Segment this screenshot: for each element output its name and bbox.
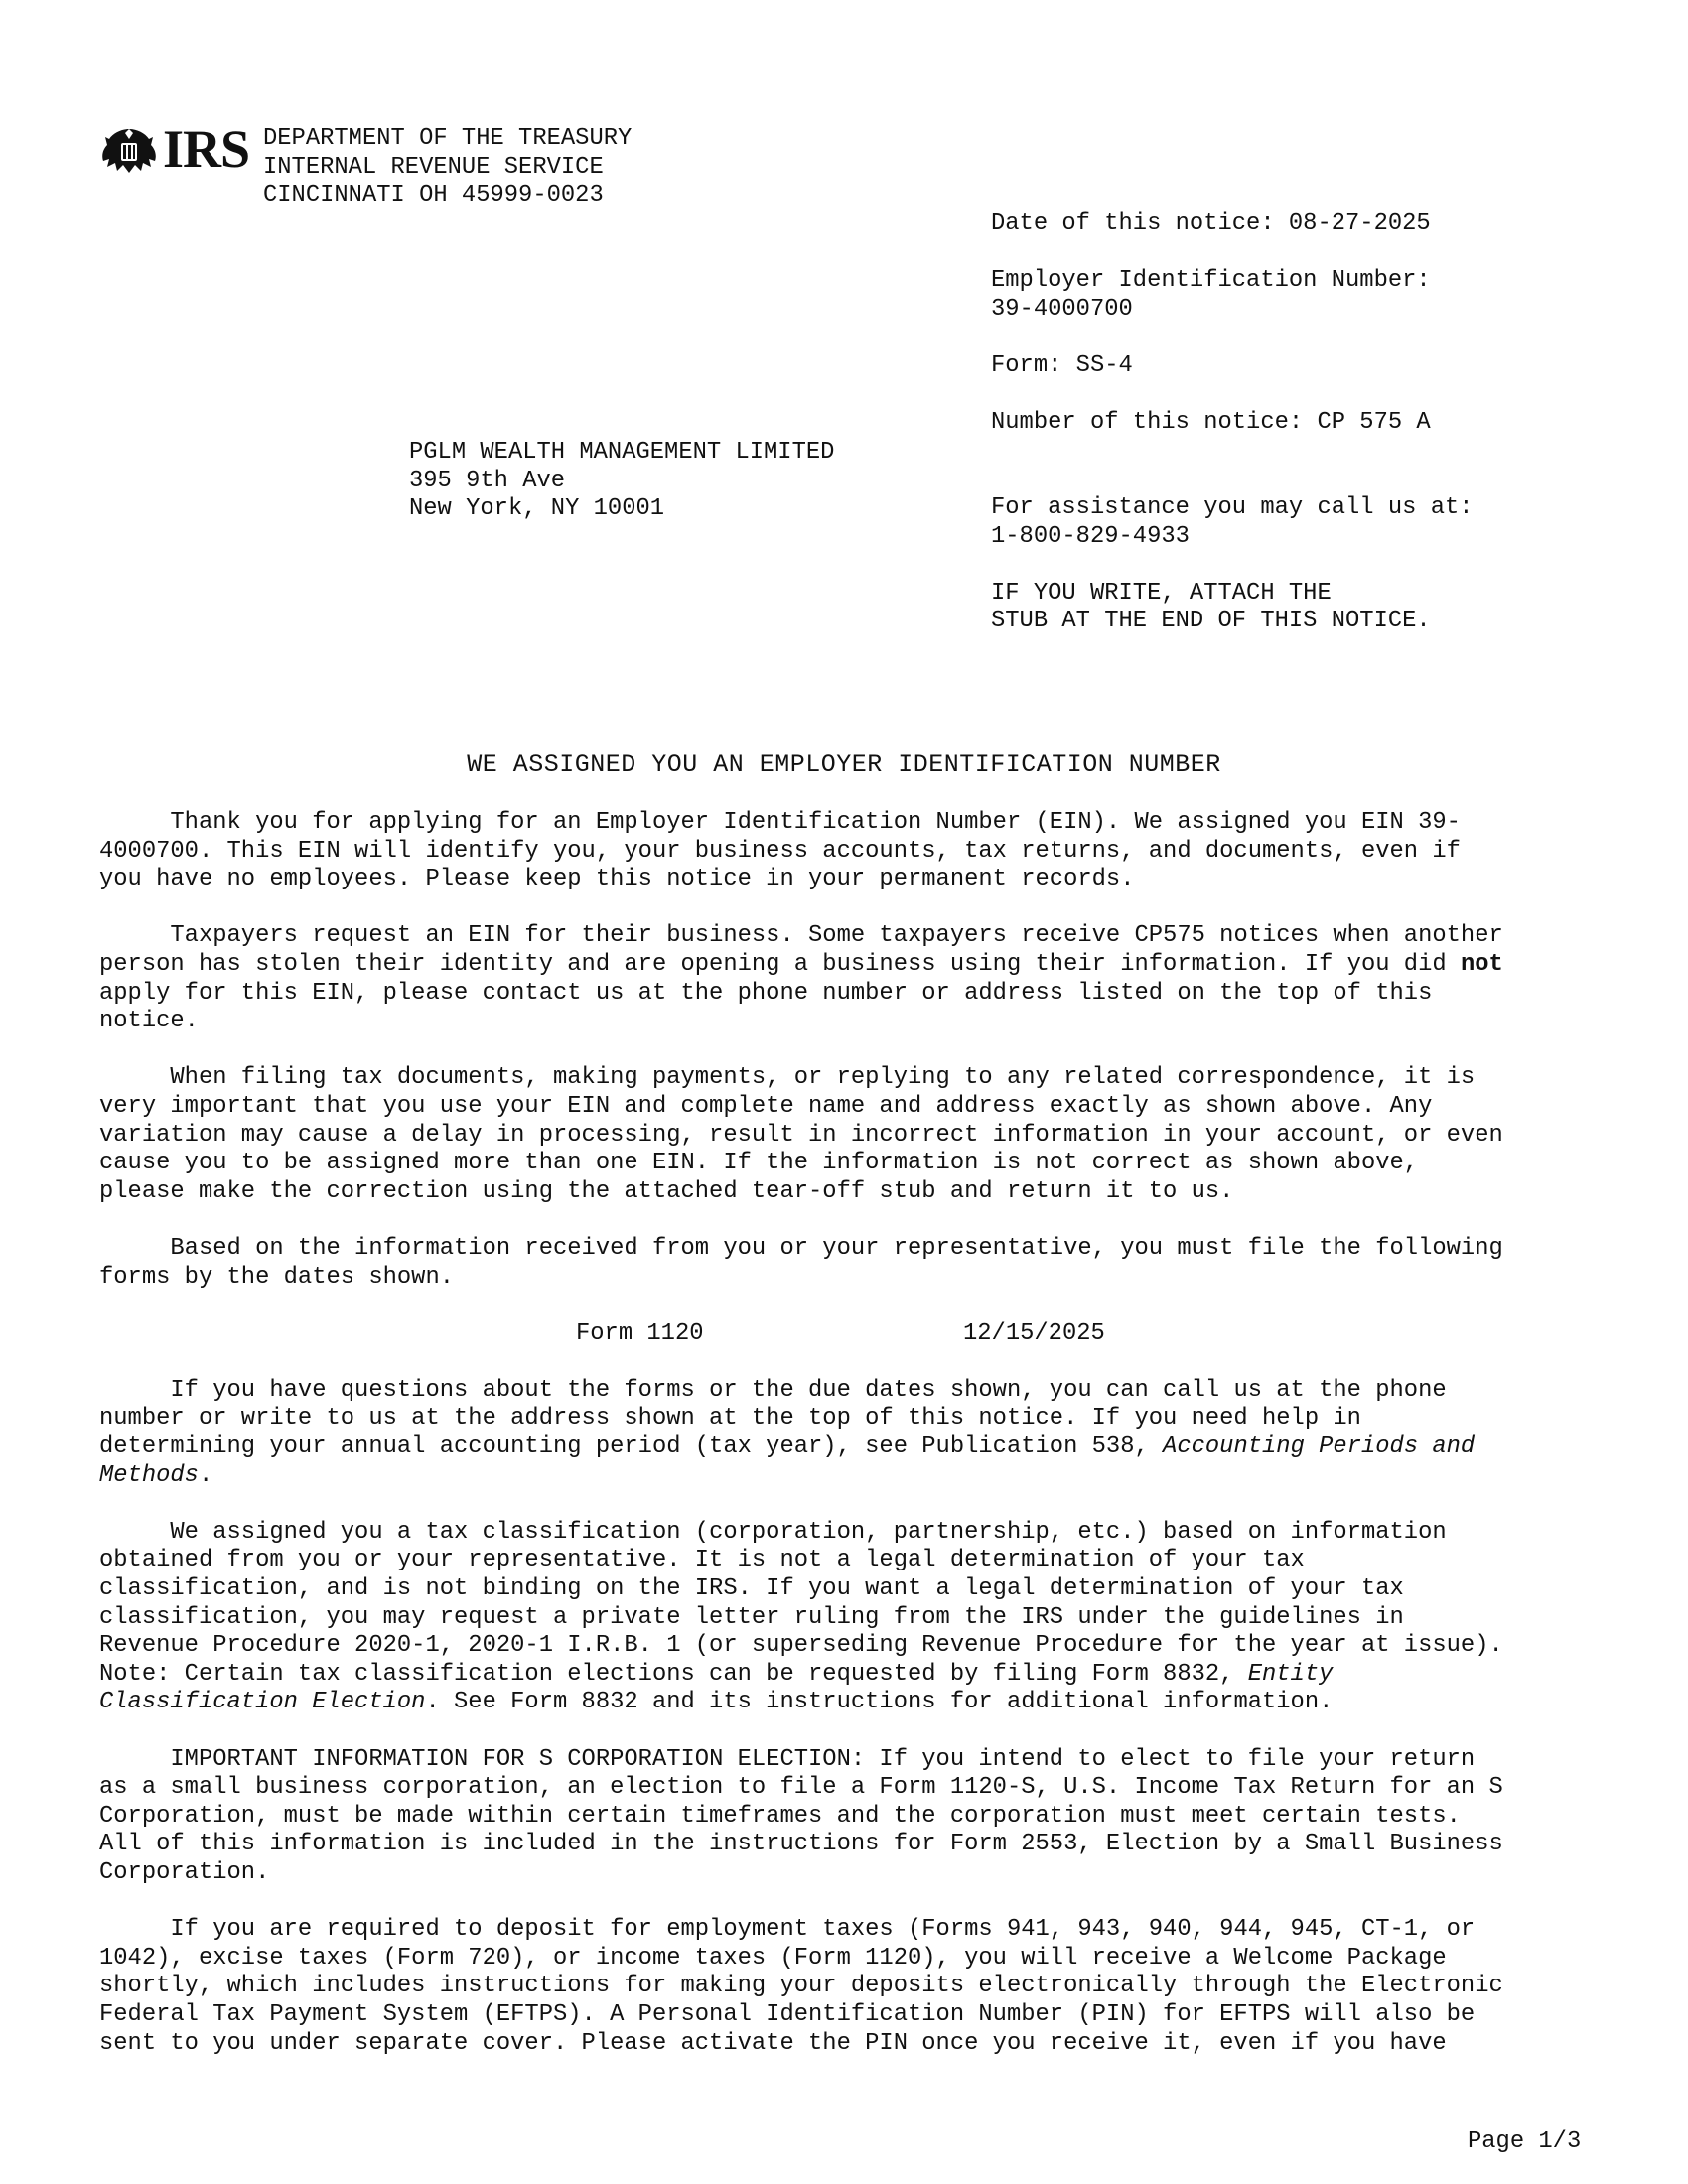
notice-date: Date of this notice: 08-27-2025	[991, 210, 1431, 237]
form-line: Form: SS-4	[991, 351, 1133, 379]
dept-line: INTERNAL REVENUE SERVICE	[263, 153, 604, 181]
ein-value: 39-4000700	[991, 295, 1133, 323]
department-address	[263, 125, 632, 210]
paragraph: Thank you for applying for an Employer Identification Number (EIN). We assigned you EIN 39- 4000700. This EIN will identify you, your business accounts, tax returns, and documents, even if you have no employees. Please keep this notice in your permanent records.	[99, 809, 1461, 893]
page-number: Page 1/3	[1468, 2128, 1582, 2155]
write-instruction: STUB AT THE END OF THIS NOTICE.	[991, 608, 1431, 635]
required-forms-row	[99, 1320, 1589, 1349]
ein-label: Employer Identification Number:	[991, 267, 1431, 295]
recipient-name: PGLM WEALTH MANAGEMENT LIMITED	[409, 439, 835, 466]
notice-title: WE ASSIGNED YOU AN EMPLOYER IDENTIFICATION NUMBER	[467, 751, 1221, 779]
paragraph: If you have questions about the forms or the due dates shown, you can call us at the phone number or write to us at the address shown at the top of this notice. If you need help in determining your annual accounting period (tax year), see Publication 538, Accounting Periods and Methods.	[99, 1376, 1476, 1489]
paragraph: Taxpayers request an EIN for their business. Some taxpayers receive CP575 notices when another person has stolen their identity and are opening a business using their information. If you did not apply for this EIN, please contact us at the phone number or address listed on the top of this notice.	[99, 922, 1503, 1035]
paragraph: When filing tax documents, making payments, or replying to any related correspondence, it is very important that you use your EIN and complete name and address exactly as shown above. Any variation may cause a delay in processing, result in incorrect information in your account, or even cause you to be assigned more than one EIN. If the information is not correct as shown above, please make the correction using the attached tear-off stub and return it to us.	[99, 1064, 1503, 1205]
notice-info	[991, 210, 1474, 636]
paragraph: IMPORTANT INFORMATION FOR S CORPORATION ELECTION: If you intend to elect to file your return as a small business corporation, an election to file a Form 1120-S, U.S. Income Tax Return for an S Corporation, must be made within certain timeframes and the corporation must meet certain tests. All of this information is included in the instructions for Form 2553, Election by a Small Business Corporation.	[99, 1745, 1503, 1886]
irs-wordmark: IRS	[163, 119, 250, 179]
recipient-city: New York, NY 10001	[409, 495, 665, 523]
paragraph: We assigned you a tax classification (corporation, partnership, etc.) based on information obtained from you or your representative. It is not a legal determination of your tax classification, and is not binding on the IRS. If you want a legal determination of your tax classification, you may request a private letter ruling from the IRS under the guidelines in Revenue Procedure 2020-1, 2020-1 I.R.B. 1 (or superseding Revenue Procedure for the year at issue). Note: Certain tax classification elections can be requested by filing Form 8832, Entity Classification Election. See Form 8832 and its instructions for additional information.	[99, 1518, 1503, 1716]
notice-number: Number of this notice: CP 575 A	[991, 409, 1431, 437]
recipient-address	[409, 439, 834, 524]
notice-body	[99, 809, 1589, 2087]
assist-phone: 1-800-829-4933	[991, 522, 1190, 550]
dept-line: CINCINNATI OH 45999-0023	[263, 182, 604, 209]
irs-logo	[99, 119, 258, 179]
paragraph: Based on the information received from you or your representative, you must file the following forms by the dates shown.	[99, 1234, 1503, 1291]
eagle-icon	[99, 125, 159, 177]
form-due-date: 12/15/2025	[963, 1319, 1105, 1347]
form-name: Form 1120	[576, 1319, 704, 1347]
recipient-street: 395 9th Ave	[409, 467, 566, 494]
assist-label: For assistance you may call us at:	[991, 493, 1474, 521]
paragraph: If you are required to deposit for employment taxes (Forms 941, 943, 940, 944, 945, CT-1, or 1042), excise taxes (Form 720), or income taxes (Form 1120), you will receive a Welcome Package shortly, which includes instructions for making your deposits electronically through the Electronic Federal Tax Payment System (EFTPS). A Personal Identification Number (PIN) for EFTPS will also be sent to you under separate cover. Please activate the PIN once you receive it, even if you have	[99, 1916, 1503, 2057]
dept-line: DEPARTMENT OF THE TREASURY	[263, 125, 633, 152]
write-instruction: IF YOU WRITE, ATTACH THE	[991, 579, 1332, 607]
